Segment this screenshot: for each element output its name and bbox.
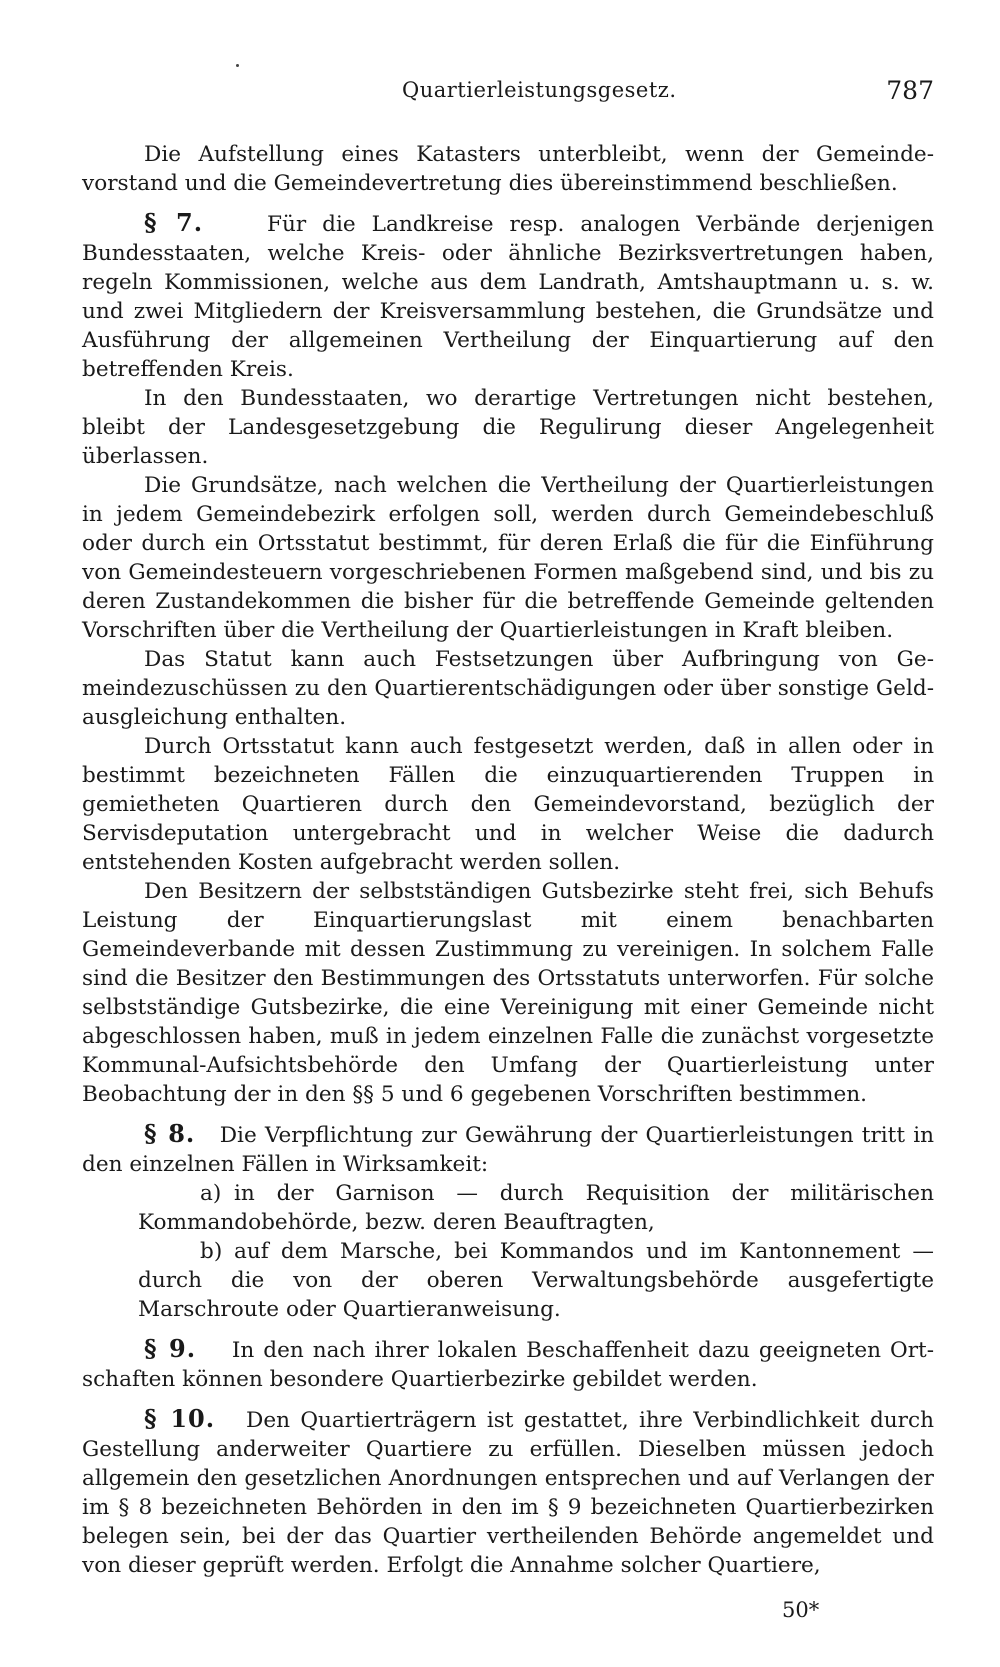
- page-header: [82, 76, 934, 110]
- section-7-paragraph-4: Das Statut kann auch Festsetzungen über Aufbringung von Gemeindezuschüssen zu den Quartierentschädigungen oder über sonstige Geldausgleichung enthalten.: [82, 647, 934, 730]
- section-9-mark: § 9.: [144, 1334, 197, 1363]
- section-7-paragraph-3: Die Grundsätze, nach welchen die Vertheilung der Quartierleistungen in jedem Gemeindebezirk erfolgen soll, werden durch Gemeindebeschluß oder durch ein Ortsstatut bestimmt, für deren Erlaß die für die Einführung von Gemeindesteuern vorgeschriebenen Formen maßgebend sind, und bis zu deren Zustandekommen die bisher für die betreffende Gemeinde geltenden Vorschriften über die Vertheilung der Quartierleistungen in Kraft bleiben.: [82, 473, 934, 643]
- section-7-paragraph-6: Den Besitzern der selbstständigen Gutsbezirke steht frei, sich Behufs Leistung der Einquartierungslast mit einem benachbarten Gemeindeverbande mit dessen Zustimmung zu vereinigen. In solchem Falle sind die Besitzer den Bestimmungen des Ortsstatuts unterworfen. Für solche selbstständige Gutsbezirke, die eine Vereinigung mit einer Gemeinde nicht abgeschlossen haben, muß in jedem einzelnen Falle die zunächst vorgesetzte Kommunal-Aufsichtsbehörde den Umfang der Quartierleistung unter Beobachtung der in den §§ 5 und 6 gegebenen Vorschriften bestimmen.: [82, 879, 934, 1107]
- section-9-paragraph: [82, 1334, 934, 1394]
- list-label-a: a): [200, 1181, 222, 1206]
- list-label-b: b): [200, 1239, 223, 1264]
- paragraph-cadastre: Die Aufstellung eines Katasters unterbleibt, wenn der Gemeindevorstand und die Gemeindevertretung dies übereinstimmend beschließen.: [82, 142, 934, 196]
- section-7-paragraph: [82, 208, 934, 384]
- running-title: Quartierleistungsgesetz.: [402, 78, 677, 102]
- section-7-mark: § 7.: [144, 208, 204, 237]
- section-7-paragraph-2: In den Bundesstaaten, wo derartige Vertretungen nicht bestehen, bleibt der Landesgesetzgebung die Regulirung dieser Angelegenheit überlassen.: [82, 386, 934, 469]
- section-8-paragraph: [82, 1119, 934, 1179]
- list-text-b: auf dem Marsche, bei Kommandos und im Kantonnement — durch die von der oberen Verwaltungsbehörde ausgefertigte Marschroute oder Quartieranweisung.: [138, 1239, 934, 1322]
- ink-speck: [236, 64, 239, 67]
- list-text-a: in der Garnison — durch Requisition der militärischen Kommandobehörde, bezw. deren Beauftragten,: [138, 1181, 934, 1235]
- section-8-item-a: [82, 1179, 934, 1237]
- section-9-text: In den nach ihrer lokalen Beschaffenheit dazu geeigneten Ortschaften können besondere Quartierbezirke gebildet werden.: [82, 1338, 934, 1392]
- section-10-text: Den Quartierträgern ist gestattet, ihre Verbindlichkeit durch Gestellung anderweiter Quartiere zu erfüllen. Dieselben müssen jedoch allgemein den gesetzlichen Anordnungen entsprechen und auf Verlangen der im § 8 bezeichneten Behörden in den im § 9 bezeichneten Quartierbezirken belegen sein, bei der das Quartier vertheilenden Behörde angemeldet und von dieser geprüft werden. Erfolgt die Annahme solcher Quartiere,: [82, 1408, 934, 1578]
- signature-mark: 50*: [782, 1598, 820, 1622]
- section-8-mark: § 8.: [144, 1119, 196, 1148]
- section-8-item-b: [82, 1237, 934, 1324]
- section-7-text: Für die Landkreise resp. analogen Verbände derjenigen Bundesstaaten, welche Kreis- oder ähnliche Bezirksvertretungen haben, regeln Kommissionen, welche aus dem Landrath, Amtshauptmann u. s. w. und zwei Mitgliedern der Kreisversammlung bestehen, die Grundsätze und Ausführung der allgemeinen Vertheilung der Einquartierung auf den betreffenden Kreis.: [82, 212, 934, 382]
- section-8-text: Die Verpflichtung zur Gewährung der Quartierleistungen tritt in den einzelnen Fällen in Wirksamkeit:: [82, 1123, 935, 1177]
- body-text: [82, 140, 934, 1580]
- page-number: 787: [886, 76, 934, 105]
- section-10-paragraph: [82, 1404, 934, 1580]
- section-10-mark: § 10.: [144, 1404, 216, 1433]
- section-7-paragraph-5: Durch Ortsstatut kann auch festgesetzt werden, daß in allen oder in bestimmt bezeichneten Fällen die einzuquartierenden Truppen in gemietheten Quartieren durch den Gemeindevorstand, bezüglich der Servisdeputation untergebracht und in welcher Weise die dadurch entstehenden Kosten aufgebracht werden sollen.: [82, 734, 934, 875]
